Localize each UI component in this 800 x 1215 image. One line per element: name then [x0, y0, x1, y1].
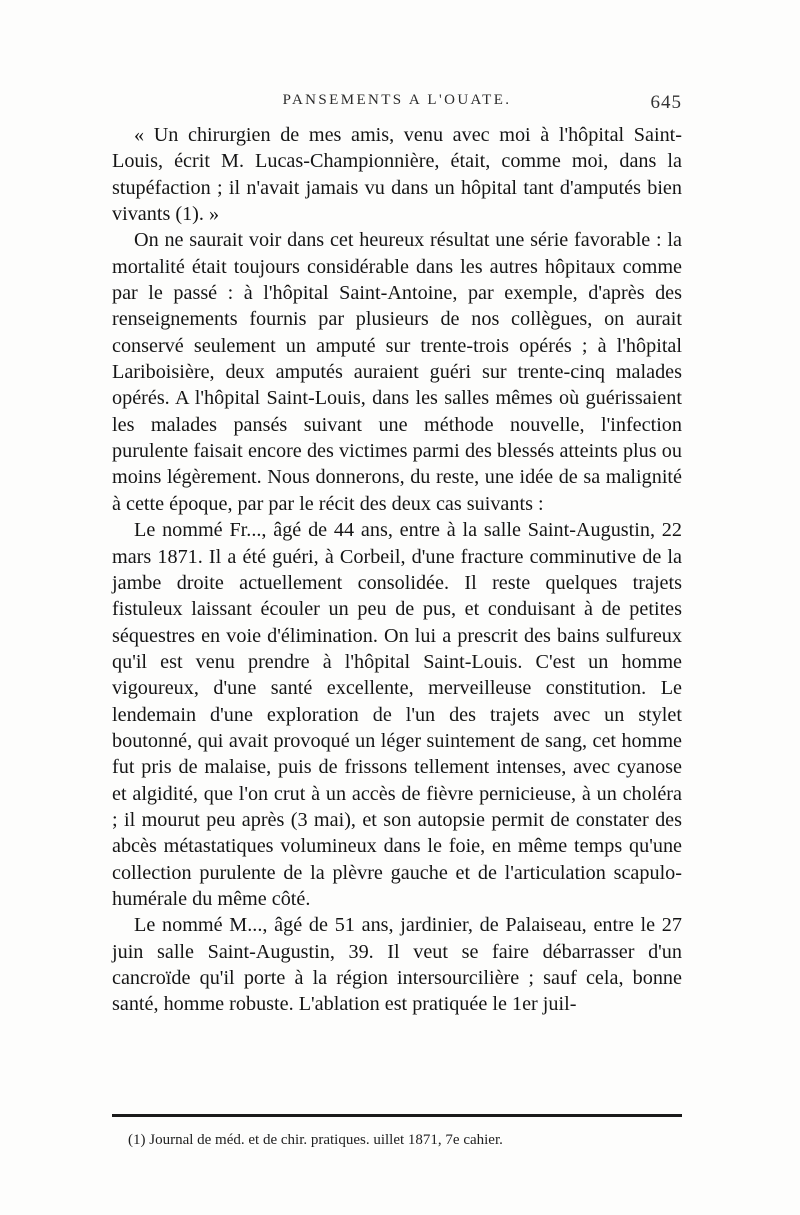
paragraph-mortality: On ne saurait voir dans cet heureux résultat une série favorable : la mortalité était toujours considérable dans les autres hôpitaux comme par le passé : à l'hôpital Saint-Antoine, par exemple, d'après des renseignements fournis par plusieurs de nos collègues, on aurait conservé seulement un amputé sur trente-trois opérés ; à l'hôpital Lariboisière, deux amputés auraient guéri sur trente-cinq malades opérés. A l'hôpital Saint-Louis, dans les salles mêmes où guérissaient les malades pansés suivant une méthode nouvelle, l'infection purulente faisait encore des victimes parmi des blessés atteints plus ou moins légèrement. Nous donnerons, du reste, une idée de sa malignité à cette époque, par par le récit des deux cas suivants : [112, 229, 682, 515]
footnote-rule [112, 1114, 682, 1117]
running-title: PANSEMENTS A L'OUATE. [282, 92, 512, 108]
page-number: 645 [650, 92, 682, 113]
body-text [112, 122, 682, 1018]
running-head [112, 92, 682, 116]
footnote: (1) Journal de méd. et de chir. pratiques. uillet 1871, 7e cahier. [128, 1132, 503, 1148]
paragraph-quote: « Un chirurgien de mes amis, venu avec moi à l'hôpital Saint-Louis, écrit M. Lucas-Championnière, était, comme moi, dans la stupéfaction ; il n'avait jamais vu dans un hôpital tant d'amputés bien vivants (1). » [112, 124, 682, 226]
paragraph-case-m: Le nommé M..., âgé de 51 ans, jardinier, de Palaiseau, entre le 27 juin salle Saint-Augustin, 39. Il veut se faire débarrasser d'un cancroïde qu'il porte à la région intersourcilière ; sauf cela, bonne santé, homme robuste. L'ablation est pratiquée le 1er juil- [112, 914, 682, 1016]
paragraph-case-fr: Le nommé Fr..., âgé de 44 ans, entre à la salle Saint-Augustin, 22 mars 1871. Il a été guéri, à Corbeil, d'une fracture comminutive de la jambe droite actuellement consolidée. Il reste quelques trajets fistuleux laissant écouler un peu de pus, et conduisant à de petites séquestres en voie d'élimination. On lui a prescrit des bains sulfureux qu'il est venu prendre à l'hôpital Saint-Louis. C'est un homme vigoureux, d'une santé excellente, merveilleuse constitution. Le lendemain d'une exploration de l'un des trajets avec un stylet boutonné, qui avait provoqué un léger suintement de sang, cet homme fut pris de malaise, puis de frissons tellement intenses, avec cyanose et algidité, que l'on crut à un accès de fièvre pernicieuse, à un choléra ; il mourut peu après (3 mai), et son autopsie permit de constater des abcès métastatiques volumineux dans le foie, en même temps qu'une collection purulente de la plèvre gauche et de l'articulation scapulo-humérale du même côté. [112, 519, 682, 910]
